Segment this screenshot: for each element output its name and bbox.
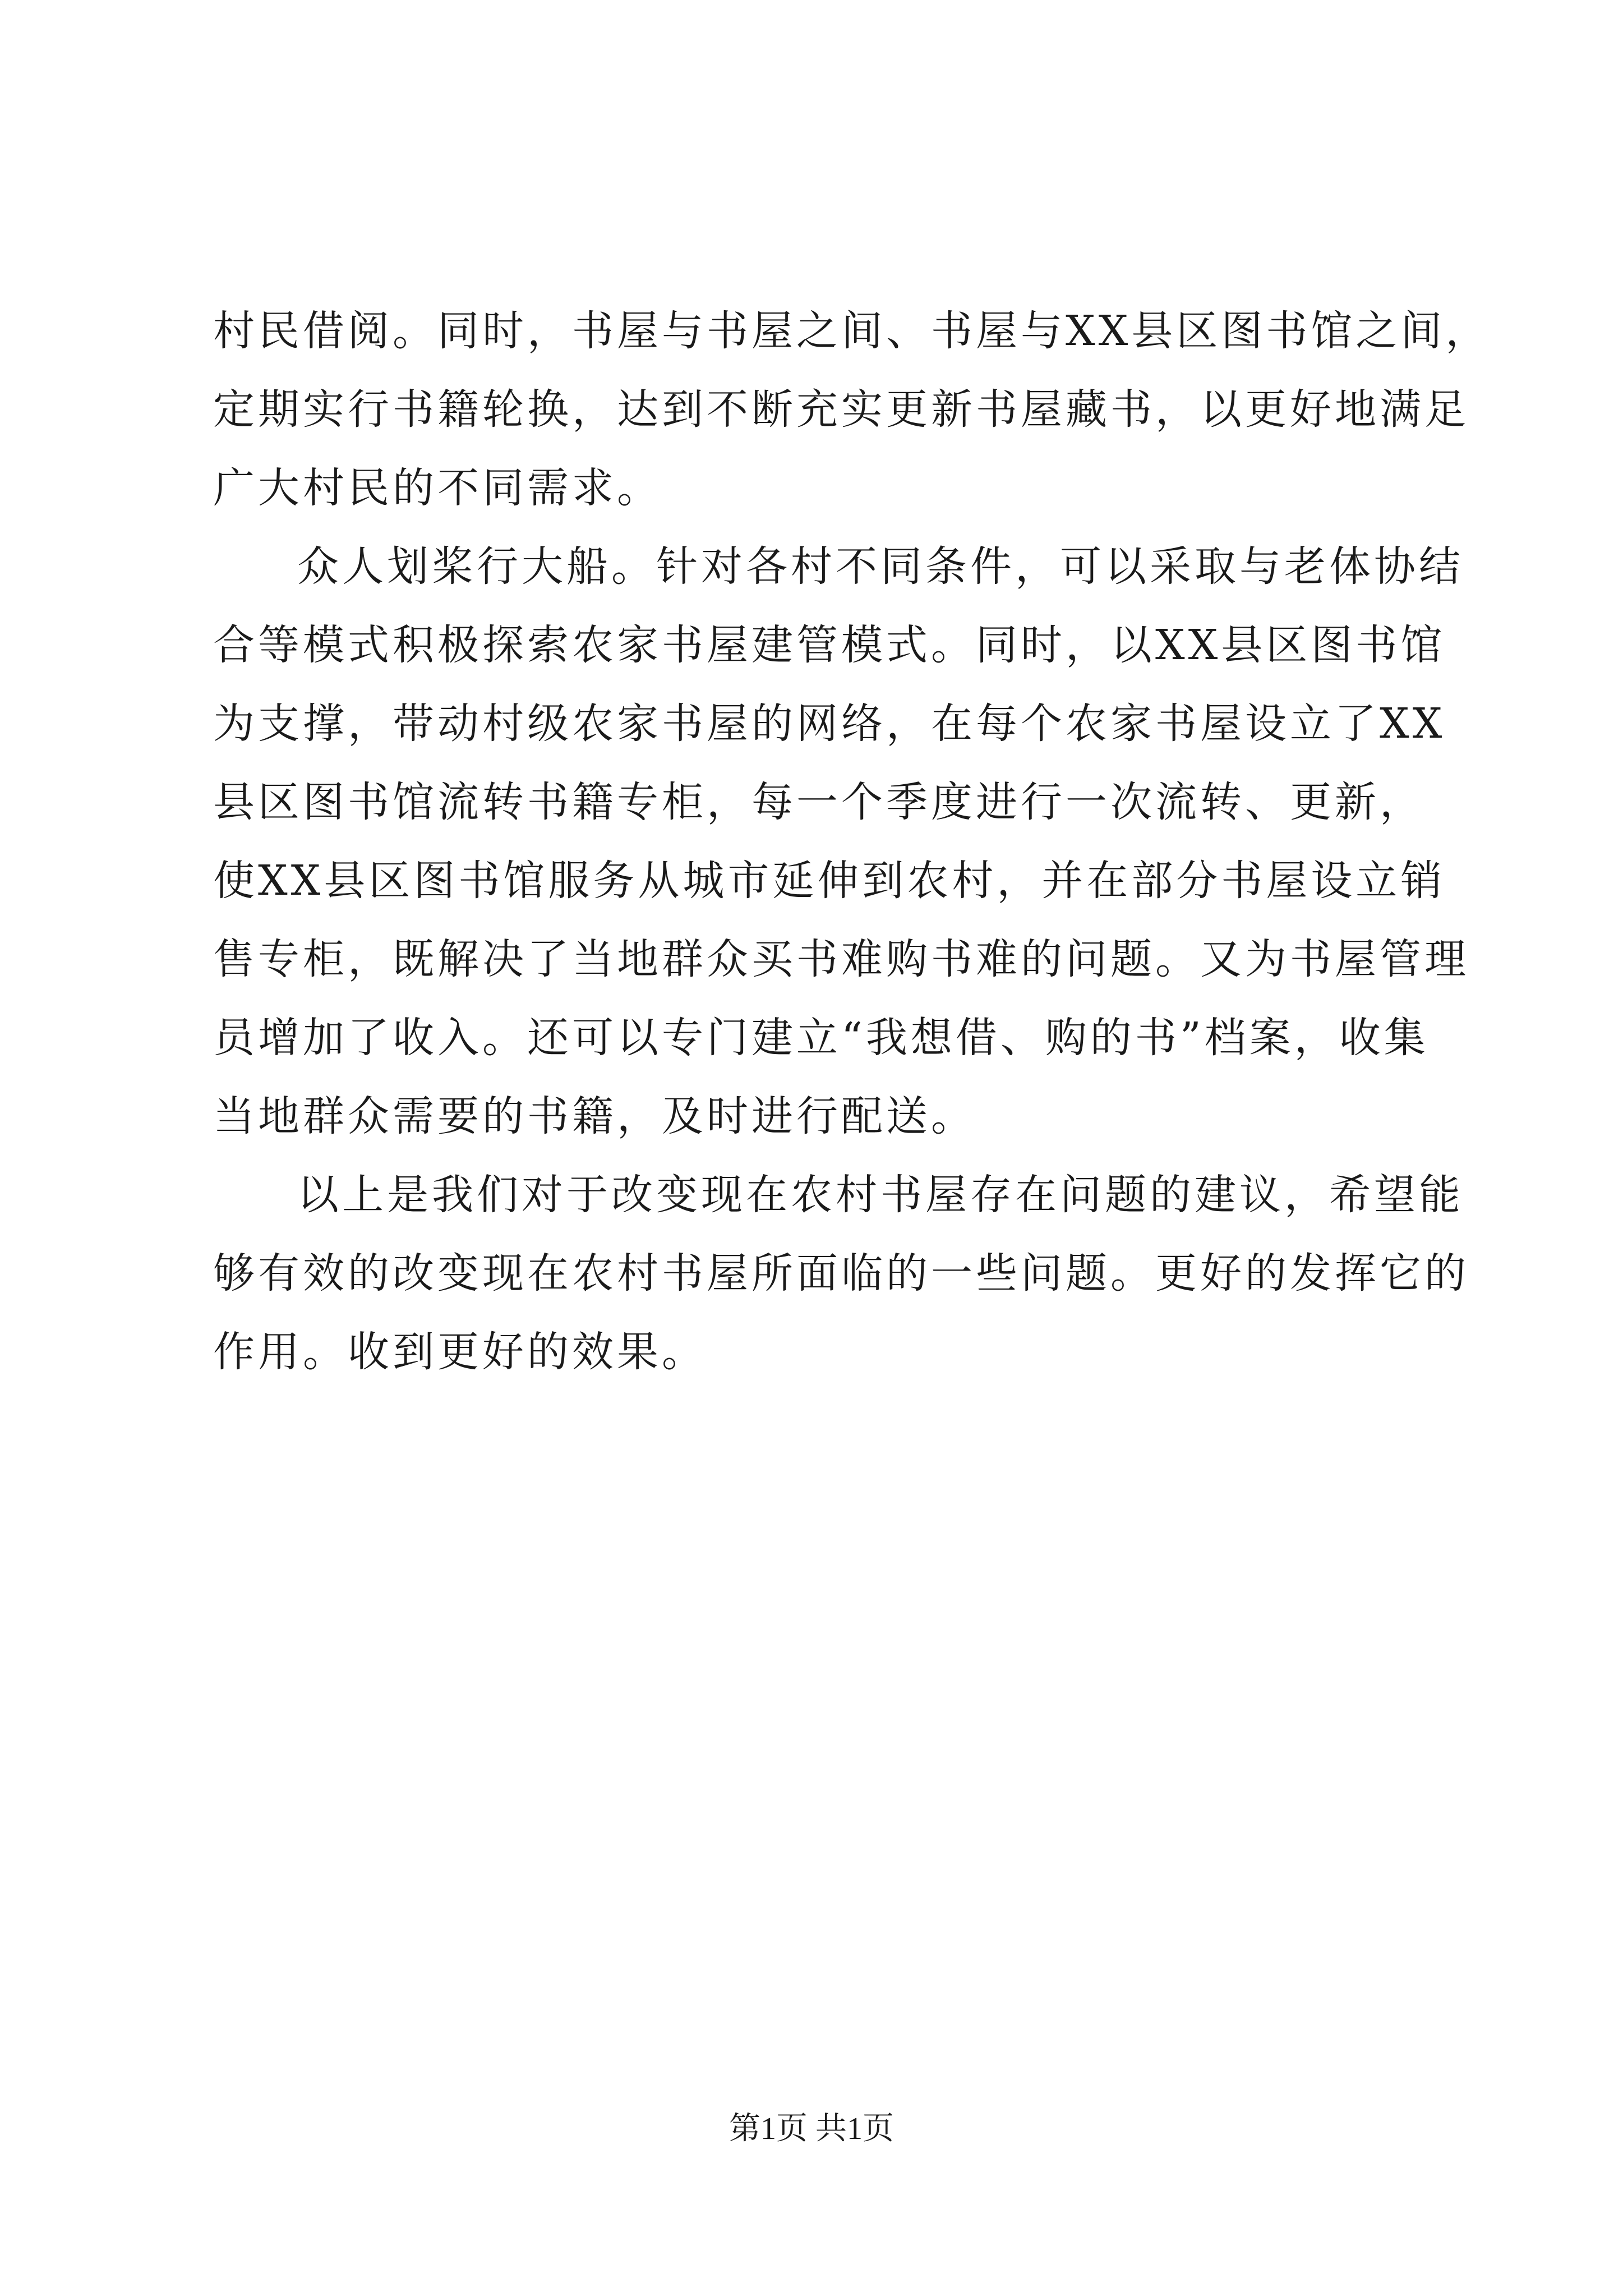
paragraph-2-line-8: 当地群众需要的书籍，及时进行配送。 (213, 1092, 976, 1140)
paragraph-2-line-5: 使XX县区图书馆服务从城市延伸到农村，并在部分书屋设立销 (213, 857, 1446, 905)
paragraph-1-line-1: 村民借阅。同时，书屋与书屋之间、书屋与XX县区图书馆之间， (213, 307, 1491, 355)
body-text (213, 292, 1491, 1391)
paragraph-2-line-1: 众人划桨行大船。针对各村不同条件，可以采取与老体协结 (297, 542, 1464, 591)
paragraph-2-line-3: 为支撑，带动村级农家书屋的网络，在每个农家书屋设立了XX (213, 700, 1446, 748)
paragraph-3-line-1: 以上是我们对于改变现在农村书屋存在问题的建议，希望能 (297, 1171, 1464, 1219)
paragraph-1-line-2: 定期实行书籍轮换，达到不断充实更新书屋藏书，以更好地满足 (213, 385, 1469, 434)
paragraph-2-line-7: 员增加了收入。还可以专门建立“我想借、购的书”档案，收集 (213, 1014, 1429, 1062)
paragraph-2-line-4: 县区图书馆流转书籍专柜，每一个季度进行一次流转、更新， (213, 778, 1424, 826)
paragraph-2-line-6: 售专柜，既解决了当地群众买书难购书难的问题。又为书屋管理 (213, 935, 1469, 983)
paragraph-1-line-3: 广大村民的不同需求。 (213, 464, 662, 512)
paragraph-2-line-2: 合等模式积极探索农家书屋建管模式。同时，以XX县区图书馆 (213, 621, 1446, 669)
page-footer: 第1页 共1页 (729, 2111, 894, 2146)
paragraph-3-line-2: 够有效的改变现在农村书屋所面临的一些问题。更好的发挥它的 (213, 1249, 1469, 1297)
paragraph-3-line-3: 作用。收到更好的效果。 (213, 1328, 707, 1376)
